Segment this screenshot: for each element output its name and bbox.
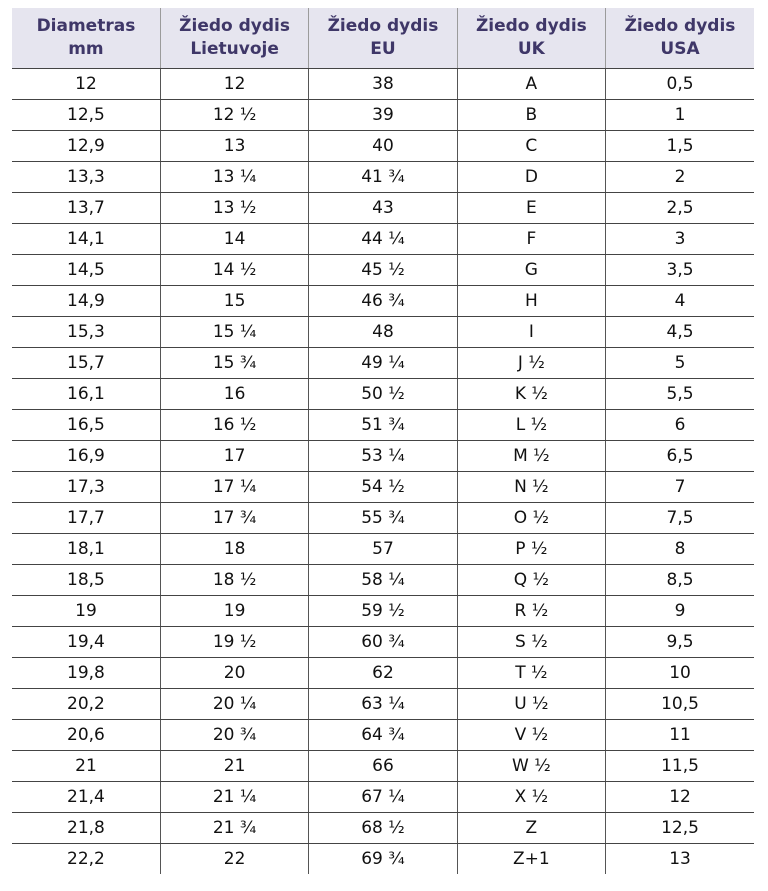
cell-size-uk: W ½ <box>457 751 605 782</box>
table-row <box>12 193 754 224</box>
header-line: Žiedo dydis <box>327 16 439 36</box>
cell-size-eu: 45 ½ <box>309 255 457 286</box>
cell-size-eu: 64 ¾ <box>309 720 457 751</box>
cell-size-usa: 1,5 <box>606 131 754 162</box>
cell-diameter-mm: 17,3 <box>12 472 160 503</box>
cell-size-eu: 40 <box>309 131 457 162</box>
table-row <box>12 720 754 751</box>
table-row <box>12 100 754 131</box>
table-row <box>12 596 754 627</box>
table-row <box>12 131 754 162</box>
cell-size-uk: X ½ <box>457 782 605 813</box>
cell-size-lithuania: 17 ¼ <box>160 472 308 503</box>
table-row <box>12 224 754 255</box>
cell-size-uk: D <box>457 162 605 193</box>
header-size-usa <box>606 8 754 69</box>
cell-diameter-mm: 21,4 <box>12 782 160 813</box>
cell-size-lithuania: 19 ½ <box>160 627 308 658</box>
table-row <box>12 565 754 596</box>
table-body <box>12 69 754 875</box>
cell-size-eu: 51 ¾ <box>309 410 457 441</box>
cell-size-usa: 5 <box>606 348 754 379</box>
cell-size-eu: 41 ¾ <box>309 162 457 193</box>
ring-size-table <box>12 8 754 874</box>
cell-diameter-mm: 16,1 <box>12 379 160 410</box>
cell-size-usa: 12 <box>606 782 754 813</box>
cell-size-uk: Z+1 <box>457 844 605 875</box>
table-row <box>12 317 754 348</box>
cell-size-uk: G <box>457 255 605 286</box>
table-row <box>12 782 754 813</box>
cell-size-eu: 57 <box>309 534 457 565</box>
cell-size-eu: 54 ½ <box>309 472 457 503</box>
cell-diameter-mm: 18,1 <box>12 534 160 565</box>
cell-size-uk: H <box>457 286 605 317</box>
cell-diameter-mm: 13,7 <box>12 193 160 224</box>
cell-size-lithuania: 19 <box>160 596 308 627</box>
cell-size-uk: L ½ <box>457 410 605 441</box>
cell-size-uk: S ½ <box>457 627 605 658</box>
cell-diameter-mm: 20,6 <box>12 720 160 751</box>
table-row <box>12 379 754 410</box>
cell-size-lithuania: 15 ¼ <box>160 317 308 348</box>
cell-size-usa: 12,5 <box>606 813 754 844</box>
header-line: Žiedo dydis <box>179 16 290 36</box>
cell-size-usa: 10 <box>606 658 754 689</box>
cell-size-lithuania: 12 <box>160 69 308 100</box>
cell-size-eu: 66 <box>309 751 457 782</box>
header-size-lithuania <box>160 8 308 69</box>
header-size-uk <box>457 8 605 69</box>
cell-size-usa: 8 <box>606 534 754 565</box>
header-row <box>12 8 754 69</box>
cell-size-lithuania: 20 ¾ <box>160 720 308 751</box>
cell-size-lithuania: 22 <box>160 844 308 875</box>
cell-size-lithuania: 21 <box>160 751 308 782</box>
cell-size-lithuania: 13 ½ <box>160 193 308 224</box>
cell-size-lithuania: 12 ½ <box>160 100 308 131</box>
cell-size-eu: 39 <box>309 100 457 131</box>
cell-size-uk: K ½ <box>457 379 605 410</box>
cell-size-lithuania: 17 ¾ <box>160 503 308 534</box>
cell-size-uk: A <box>457 69 605 100</box>
table-row <box>12 751 754 782</box>
table-row <box>12 162 754 193</box>
cell-diameter-mm: 21,8 <box>12 813 160 844</box>
cell-size-usa: 2,5 <box>606 193 754 224</box>
cell-size-eu: 46 ¾ <box>309 286 457 317</box>
cell-size-lithuania: 16 <box>160 379 308 410</box>
cell-size-eu: 38 <box>309 69 457 100</box>
cell-size-eu: 48 <box>309 317 457 348</box>
table-row <box>12 441 754 472</box>
cell-size-usa: 13 <box>606 844 754 875</box>
cell-size-eu: 50 ½ <box>309 379 457 410</box>
cell-size-lithuania: 18 <box>160 534 308 565</box>
cell-diameter-mm: 19,4 <box>12 627 160 658</box>
header-line: Žiedo dydis <box>475 16 587 36</box>
cell-diameter-mm: 19,8 <box>12 658 160 689</box>
table-row <box>12 255 754 286</box>
cell-size-usa: 4 <box>606 286 754 317</box>
cell-diameter-mm: 19 <box>12 596 160 627</box>
cell-size-usa: 9,5 <box>606 627 754 658</box>
cell-size-uk: O ½ <box>457 503 605 534</box>
cell-diameter-mm: 14,5 <box>12 255 160 286</box>
cell-size-usa: 3,5 <box>606 255 754 286</box>
cell-size-eu: 68 ½ <box>309 813 457 844</box>
cell-size-uk: T ½ <box>457 658 605 689</box>
cell-size-uk: C <box>457 131 605 162</box>
cell-size-lithuania: 15 ¾ <box>160 348 308 379</box>
cell-size-uk: B <box>457 100 605 131</box>
cell-size-lithuania: 17 <box>160 441 308 472</box>
table-row <box>12 534 754 565</box>
header-line: Lietuvoje <box>190 39 279 59</box>
table-row <box>12 348 754 379</box>
cell-size-usa: 2 <box>606 162 754 193</box>
cell-size-lithuania: 21 ¾ <box>160 813 308 844</box>
cell-size-eu: 60 ¾ <box>309 627 457 658</box>
cell-size-usa: 6,5 <box>606 441 754 472</box>
cell-size-eu: 55 ¾ <box>309 503 457 534</box>
cell-size-usa: 0,5 <box>606 69 754 100</box>
cell-size-eu: 69 ¾ <box>309 844 457 875</box>
header-diameter-mm <box>12 8 160 69</box>
header-line: Žiedo dydis <box>624 16 736 36</box>
cell-size-uk: E <box>457 193 605 224</box>
cell-size-uk: J ½ <box>457 348 605 379</box>
cell-diameter-mm: 21 <box>12 751 160 782</box>
cell-size-uk: P ½ <box>457 534 605 565</box>
table-row <box>12 813 754 844</box>
cell-diameter-mm: 14,9 <box>12 286 160 317</box>
table-row <box>12 689 754 720</box>
cell-size-uk: V ½ <box>457 720 605 751</box>
cell-diameter-mm: 16,9 <box>12 441 160 472</box>
cell-size-uk: U ½ <box>457 689 605 720</box>
table-row <box>12 844 754 875</box>
table-row <box>12 627 754 658</box>
cell-size-lithuania: 15 <box>160 286 308 317</box>
cell-size-lithuania: 20 ¼ <box>160 689 308 720</box>
cell-size-eu: 62 <box>309 658 457 689</box>
table-row <box>12 286 754 317</box>
cell-diameter-mm: 12 <box>12 69 160 100</box>
table-row <box>12 503 754 534</box>
cell-size-usa: 6 <box>606 410 754 441</box>
header-line: mm <box>68 39 104 59</box>
cell-size-usa: 7 <box>606 472 754 503</box>
cell-diameter-mm: 12,5 <box>12 100 160 131</box>
cell-size-lithuania: 14 ½ <box>160 255 308 286</box>
cell-size-eu: 44 ¼ <box>309 224 457 255</box>
cell-size-usa: 5,5 <box>606 379 754 410</box>
cell-size-eu: 53 ¼ <box>309 441 457 472</box>
cell-diameter-mm: 22,2 <box>12 844 160 875</box>
cell-size-eu: 59 ½ <box>309 596 457 627</box>
cell-size-usa: 7,5 <box>606 503 754 534</box>
cell-size-uk: Q ½ <box>457 565 605 596</box>
cell-diameter-mm: 20,2 <box>12 689 160 720</box>
cell-size-lithuania: 18 ½ <box>160 565 308 596</box>
cell-size-uk: N ½ <box>457 472 605 503</box>
ring-size-chart <box>12 8 754 874</box>
cell-size-usa: 1 <box>606 100 754 131</box>
cell-size-usa: 3 <box>606 224 754 255</box>
cell-diameter-mm: 16,5 <box>12 410 160 441</box>
cell-size-lithuania: 13 <box>160 131 308 162</box>
header-size-eu <box>309 8 457 69</box>
cell-size-eu: 58 ¼ <box>309 565 457 596</box>
cell-size-uk: R ½ <box>457 596 605 627</box>
cell-size-lithuania: 16 ½ <box>160 410 308 441</box>
table-row <box>12 410 754 441</box>
header-line: USA <box>660 39 700 59</box>
cell-size-uk: Z <box>457 813 605 844</box>
cell-size-uk: M ½ <box>457 441 605 472</box>
cell-diameter-mm: 13,3 <box>12 162 160 193</box>
header-line: Diametras <box>36 16 136 36</box>
cell-size-usa: 9 <box>606 596 754 627</box>
cell-size-eu: 43 <box>309 193 457 224</box>
cell-size-uk: I <box>457 317 605 348</box>
cell-size-usa: 10,5 <box>606 689 754 720</box>
cell-diameter-mm: 15,3 <box>12 317 160 348</box>
cell-diameter-mm: 12,9 <box>12 131 160 162</box>
cell-diameter-mm: 17,7 <box>12 503 160 534</box>
cell-size-lithuania: 20 <box>160 658 308 689</box>
cell-size-eu: 63 ¼ <box>309 689 457 720</box>
cell-size-eu: 67 ¼ <box>309 782 457 813</box>
cell-size-eu: 49 ¼ <box>309 348 457 379</box>
cell-diameter-mm: 18,5 <box>12 565 160 596</box>
table-row <box>12 472 754 503</box>
cell-size-lithuania: 13 ¼ <box>160 162 308 193</box>
cell-size-usa: 11,5 <box>606 751 754 782</box>
cell-size-usa: 8,5 <box>606 565 754 596</box>
cell-size-lithuania: 14 <box>160 224 308 255</box>
cell-diameter-mm: 14,1 <box>12 224 160 255</box>
table-row <box>12 658 754 689</box>
table-row <box>12 69 754 100</box>
header-line: UK <box>517 39 545 59</box>
cell-size-lithuania: 21 ¼ <box>160 782 308 813</box>
cell-size-uk: F <box>457 224 605 255</box>
cell-size-usa: 11 <box>606 720 754 751</box>
cell-size-usa: 4,5 <box>606 317 754 348</box>
header-line: EU <box>370 39 396 59</box>
cell-diameter-mm: 15,7 <box>12 348 160 379</box>
